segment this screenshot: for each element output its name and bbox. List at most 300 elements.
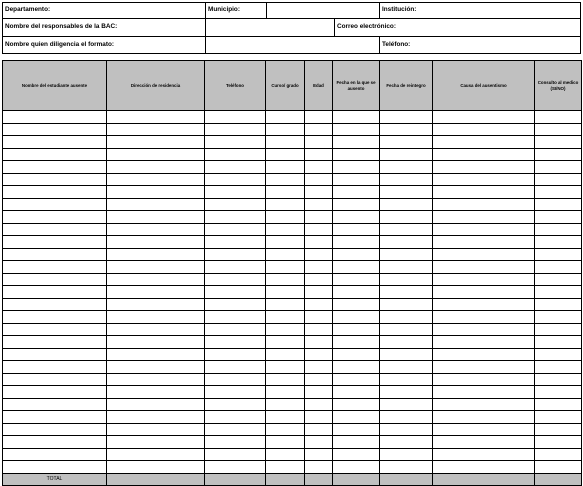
total-cell — [380, 473, 433, 486]
table-cell[interactable] — [333, 211, 380, 224]
table-cell[interactable] — [3, 336, 107, 349]
table-cell[interactable] — [433, 111, 535, 124]
table-cell[interactable] — [433, 323, 535, 336]
table-cell[interactable] — [3, 298, 107, 311]
table-cell[interactable] — [333, 198, 380, 211]
table-cell[interactable] — [333, 223, 380, 236]
table-cell[interactable] — [535, 423, 582, 436]
responsable-label-cell — [3, 18, 205, 36]
table-cell[interactable] — [433, 348, 535, 361]
table-cell[interactable] — [380, 448, 433, 461]
table-cell[interactable] — [333, 461, 380, 474]
table-row — [3, 198, 582, 211]
table-cell[interactable] — [535, 373, 582, 386]
table-cell[interactable] — [380, 386, 433, 399]
column-header-causa: Causa del ausentismo — [433, 61, 535, 111]
column-header-fecha-reintegro: Fecha de reintegro — [380, 61, 433, 111]
diligencia-field[interactable] — [205, 36, 379, 53]
table-cell[interactable] — [266, 311, 305, 324]
table-cell[interactable] — [305, 386, 333, 399]
table-cell[interactable] — [305, 373, 333, 386]
table-cell[interactable] — [266, 173, 305, 186]
table-cell[interactable] — [107, 111, 205, 124]
table-cell[interactable] — [333, 286, 380, 299]
table-cell[interactable] — [433, 298, 535, 311]
table-cell[interactable] — [380, 136, 433, 149]
table-cell[interactable] — [205, 186, 266, 199]
table-cell[interactable] — [266, 323, 305, 336]
table-cell[interactable] — [305, 336, 333, 349]
table-cell[interactable] — [333, 323, 380, 336]
table-cell[interactable] — [333, 161, 380, 174]
table-cell[interactable] — [305, 461, 333, 474]
table-cell[interactable] — [305, 223, 333, 236]
table-row — [3, 361, 582, 374]
table-cell[interactable] — [380, 286, 433, 299]
table-cell[interactable] — [535, 348, 582, 361]
table-cell[interactable] — [266, 261, 305, 274]
total-cell — [266, 473, 305, 486]
table-cell[interactable] — [107, 348, 205, 361]
table-cell[interactable] — [205, 236, 266, 249]
table-row — [3, 436, 582, 449]
table-cell[interactable] — [305, 173, 333, 186]
table-cell[interactable] — [205, 261, 266, 274]
table-cell[interactable] — [433, 173, 535, 186]
table-cell[interactable] — [205, 361, 266, 374]
table-cell[interactable] — [433, 336, 535, 349]
table-cell[interactable] — [266, 236, 305, 249]
table-cell[interactable] — [380, 211, 433, 224]
table-cell[interactable] — [107, 361, 205, 374]
table-cell[interactable] — [305, 236, 333, 249]
table-cell[interactable] — [333, 398, 380, 411]
table-cell[interactable] — [3, 136, 107, 149]
table-cell[interactable] — [3, 398, 107, 411]
table-cell[interactable] — [3, 348, 107, 361]
table-cell[interactable] — [433, 148, 535, 161]
table-cell[interactable] — [380, 261, 433, 274]
table-cell[interactable] — [380, 173, 433, 186]
table-cell[interactable] — [535, 161, 582, 174]
table-cell[interactable] — [535, 298, 582, 311]
table-cell[interactable] — [305, 286, 333, 299]
table-cell[interactable] — [266, 148, 305, 161]
table-cell[interactable] — [205, 336, 266, 349]
table-cell[interactable] — [433, 136, 535, 149]
table-cell[interactable] — [3, 186, 107, 199]
table-cell[interactable] — [107, 273, 205, 286]
table-cell[interactable] — [433, 411, 535, 424]
table-cell[interactable] — [380, 461, 433, 474]
table-cell[interactable] — [333, 311, 380, 324]
table-cell[interactable] — [535, 286, 582, 299]
table-cell[interactable] — [305, 111, 333, 124]
table-cell[interactable] — [205, 148, 266, 161]
column-header-curso: Curso/ grado — [266, 61, 305, 111]
table-cell[interactable] — [107, 248, 205, 261]
table-cell[interactable] — [380, 186, 433, 199]
table-cell[interactable] — [535, 261, 582, 274]
table-cell[interactable] — [205, 223, 266, 236]
institucion-field[interactable] — [379, 3, 580, 18]
table-cell[interactable] — [205, 111, 266, 124]
table-cell[interactable] — [266, 186, 305, 199]
table-cell[interactable] — [205, 298, 266, 311]
correo-field[interactable] — [334, 18, 580, 36]
table-cell[interactable] — [3, 448, 107, 461]
table-cell[interactable] — [535, 323, 582, 336]
table-cell[interactable] — [205, 248, 266, 261]
table-cell[interactable] — [3, 111, 107, 124]
table-cell[interactable] — [205, 398, 266, 411]
table-cell[interactable] — [266, 398, 305, 411]
table-cell[interactable] — [380, 423, 433, 436]
form-header — [2, 2, 581, 54]
table-cell[interactable] — [305, 161, 333, 174]
table-cell[interactable] — [266, 123, 305, 136]
table-cell[interactable] — [433, 286, 535, 299]
table-cell[interactable] — [535, 248, 582, 261]
table-body — [3, 111, 582, 474]
table-cell[interactable] — [535, 411, 582, 424]
table-cell[interactable] — [333, 436, 380, 449]
table-cell[interactable] — [205, 273, 266, 286]
table-cell[interactable] — [433, 423, 535, 436]
table-cell[interactable] — [107, 323, 205, 336]
table-cell[interactable] — [380, 236, 433, 249]
table-cell[interactable] — [107, 398, 205, 411]
table-cell[interactable] — [3, 436, 107, 449]
total-cell — [535, 473, 582, 486]
table-row — [3, 186, 582, 199]
table-cell[interactable] — [107, 411, 205, 424]
table-cell[interactable] — [107, 373, 205, 386]
institucion-label: Institución: — [382, 6, 417, 14]
table-cell[interactable] — [333, 448, 380, 461]
table-cell[interactable] — [380, 311, 433, 324]
table-cell[interactable] — [380, 148, 433, 161]
table-cell[interactable] — [3, 261, 107, 274]
table-cell[interactable] — [205, 311, 266, 324]
table-cell[interactable] — [3, 386, 107, 399]
table-cell[interactable] — [333, 361, 380, 374]
table-cell[interactable] — [433, 248, 535, 261]
table-cell[interactable] — [380, 373, 433, 386]
table-cell[interactable] — [266, 248, 305, 261]
table-cell[interactable] — [380, 223, 433, 236]
table-cell[interactable] — [266, 273, 305, 286]
table-cell[interactable] — [205, 348, 266, 361]
table-cell[interactable] — [205, 136, 266, 149]
table-cell[interactable] — [107, 123, 205, 136]
table-cell[interactable] — [107, 461, 205, 474]
table-cell[interactable] — [380, 111, 433, 124]
table-row — [3, 261, 582, 274]
table-cell[interactable] — [266, 411, 305, 424]
table-cell[interactable] — [535, 198, 582, 211]
table-cell[interactable] — [305, 273, 333, 286]
table-cell[interactable] — [380, 161, 433, 174]
table-cell[interactable] — [333, 136, 380, 149]
total-label: TOTAL — [3, 473, 107, 486]
table-cell[interactable] — [205, 436, 266, 449]
table-cell[interactable] — [107, 286, 205, 299]
table-cell[interactable] — [266, 436, 305, 449]
table-cell[interactable] — [3, 323, 107, 336]
table-cell[interactable] — [380, 248, 433, 261]
table-cell[interactable] — [205, 161, 266, 174]
table-cell[interactable] — [266, 386, 305, 399]
table-cell[interactable] — [380, 323, 433, 336]
table-cell[interactable] — [266, 136, 305, 149]
table-cell[interactable] — [380, 273, 433, 286]
table-cell[interactable] — [380, 198, 433, 211]
table-cell[interactable] — [107, 161, 205, 174]
table-cell[interactable] — [433, 398, 535, 411]
table-cell[interactable] — [535, 148, 582, 161]
table-cell[interactable] — [433, 123, 535, 136]
table-cell[interactable] — [535, 398, 582, 411]
table-cell[interactable] — [305, 423, 333, 436]
table-cell[interactable] — [205, 211, 266, 224]
table-cell[interactable] — [305, 436, 333, 449]
table-cell[interactable] — [3, 148, 107, 161]
table-cell[interactable] — [266, 298, 305, 311]
telefono-field[interactable] — [379, 36, 580, 53]
table-cell[interactable] — [305, 136, 333, 149]
table-cell[interactable] — [305, 148, 333, 161]
table-cell[interactable] — [305, 248, 333, 261]
table-cell[interactable] — [433, 361, 535, 374]
table-cell[interactable] — [535, 448, 582, 461]
table-cell[interactable] — [266, 211, 305, 224]
table-cell[interactable] — [3, 198, 107, 211]
table-cell[interactable] — [266, 373, 305, 386]
table-cell[interactable] — [535, 386, 582, 399]
table-cell[interactable] — [305, 361, 333, 374]
table-cell[interactable] — [107, 236, 205, 249]
departamento-field[interactable] — [3, 3, 205, 18]
table-cell[interactable] — [107, 423, 205, 436]
table-cell[interactable] — [305, 186, 333, 199]
table-cell[interactable] — [305, 323, 333, 336]
table-cell[interactable] — [205, 323, 266, 336]
table-cell[interactable] — [433, 261, 535, 274]
table-cell[interactable] — [380, 336, 433, 349]
table-row — [3, 148, 582, 161]
table-cell[interactable] — [3, 423, 107, 436]
table-cell[interactable] — [380, 361, 433, 374]
table-row — [3, 223, 582, 236]
table-cell[interactable] — [433, 311, 535, 324]
table-cell[interactable] — [333, 148, 380, 161]
table-cell[interactable] — [107, 448, 205, 461]
table-cell[interactable] — [266, 198, 305, 211]
table-cell[interactable] — [433, 386, 535, 399]
table-cell[interactable] — [205, 198, 266, 211]
responsable-label: Nombre del responsables de la BAC: — [5, 23, 118, 31]
table-cell[interactable] — [107, 261, 205, 274]
table-cell[interactable] — [535, 461, 582, 474]
total-cell — [107, 473, 205, 486]
table-cell[interactable] — [305, 261, 333, 274]
table-cell[interactable] — [107, 311, 205, 324]
table-cell[interactable] — [380, 411, 433, 424]
table-cell[interactable] — [266, 336, 305, 349]
table-cell[interactable] — [535, 236, 582, 249]
table-cell[interactable] — [3, 373, 107, 386]
table-cell[interactable] — [380, 398, 433, 411]
table-cell[interactable] — [3, 273, 107, 286]
table-cell[interactable] — [305, 311, 333, 324]
table-cell[interactable] — [305, 448, 333, 461]
table-row — [3, 373, 582, 386]
table-cell[interactable] — [535, 361, 582, 374]
table-cell[interactable] — [333, 261, 380, 274]
table-cell[interactable] — [433, 448, 535, 461]
correo-label: Correo electrónico: — [337, 23, 396, 31]
table-cell[interactable] — [433, 223, 535, 236]
table-cell[interactable] — [205, 373, 266, 386]
table-cell[interactable] — [3, 411, 107, 424]
table-cell[interactable] — [107, 186, 205, 199]
table-cell[interactable] — [266, 286, 305, 299]
table-cell[interactable] — [433, 198, 535, 211]
table-cell[interactable] — [433, 236, 535, 249]
table-cell[interactable] — [535, 273, 582, 286]
table-cell[interactable] — [433, 273, 535, 286]
table-cell[interactable] — [107, 336, 205, 349]
table-cell[interactable] — [107, 436, 205, 449]
table-cell[interactable] — [3, 161, 107, 174]
table-cell[interactable] — [333, 273, 380, 286]
table-cell[interactable] — [380, 348, 433, 361]
table-cell[interactable] — [333, 248, 380, 261]
table-cell[interactable] — [433, 161, 535, 174]
responsable-field[interactable] — [205, 18, 334, 36]
table-cell[interactable] — [333, 298, 380, 311]
table-cell[interactable] — [433, 211, 535, 224]
table-cell[interactable] — [333, 173, 380, 186]
table-cell[interactable] — [3, 248, 107, 261]
table-cell[interactable] — [535, 211, 582, 224]
table-cell[interactable] — [333, 186, 380, 199]
table-cell[interactable] — [535, 436, 582, 449]
table-cell[interactable] — [107, 298, 205, 311]
table-row — [3, 448, 582, 461]
table-cell[interactable] — [205, 386, 266, 399]
table-cell[interactable] — [333, 386, 380, 399]
table-cell[interactable] — [380, 436, 433, 449]
table-cell[interactable] — [205, 123, 266, 136]
table-cell[interactable] — [205, 448, 266, 461]
table-cell[interactable] — [205, 411, 266, 424]
table-cell[interactable] — [333, 411, 380, 424]
table-cell[interactable] — [305, 398, 333, 411]
table-cell[interactable] — [380, 123, 433, 136]
table-cell[interactable] — [433, 436, 535, 449]
table-cell[interactable] — [535, 123, 582, 136]
table-cell[interactable] — [433, 373, 535, 386]
municipio-label: Municipio: — [208, 6, 240, 14]
municipio-field[interactable] — [266, 3, 379, 18]
table-cell[interactable] — [107, 211, 205, 224]
table-cell[interactable] — [305, 123, 333, 136]
table-row — [3, 348, 582, 361]
table-cell[interactable] — [535, 173, 582, 186]
table-cell[interactable] — [433, 186, 535, 199]
table-cell[interactable] — [266, 423, 305, 436]
table-cell[interactable] — [107, 223, 205, 236]
table-cell[interactable] — [266, 461, 305, 474]
table-cell[interactable] — [380, 298, 433, 311]
table-cell[interactable] — [3, 461, 107, 474]
table-cell[interactable] — [3, 123, 107, 136]
table-cell[interactable] — [205, 173, 266, 186]
table-cell[interactable] — [205, 286, 266, 299]
table-cell[interactable] — [305, 348, 333, 361]
table-row — [3, 423, 582, 436]
table-cell[interactable] — [107, 386, 205, 399]
table-cell[interactable] — [333, 373, 380, 386]
table-cell[interactable] — [433, 461, 535, 474]
table-cell[interactable] — [333, 236, 380, 249]
table-cell[interactable] — [333, 423, 380, 436]
table-cell[interactable] — [3, 236, 107, 249]
table-row — [3, 211, 582, 224]
table-cell[interactable] — [305, 411, 333, 424]
table-cell[interactable] — [3, 286, 107, 299]
table-cell[interactable] — [266, 361, 305, 374]
table-cell[interactable] — [107, 136, 205, 149]
table-cell[interactable] — [266, 111, 305, 124]
table-cell[interactable] — [535, 223, 582, 236]
column-header-nombre: Nombre del estudiante ausente — [3, 61, 107, 111]
table-row — [3, 386, 582, 399]
table-cell[interactable] — [266, 448, 305, 461]
table-cell[interactable] — [305, 198, 333, 211]
table-cell[interactable] — [107, 173, 205, 186]
table-cell[interactable] — [333, 123, 380, 136]
table-row — [3, 411, 582, 424]
table-cell[interactable] — [205, 423, 266, 436]
table-cell[interactable] — [333, 348, 380, 361]
table-cell[interactable] — [107, 198, 205, 211]
table-cell[interactable] — [3, 173, 107, 186]
table-row — [3, 123, 582, 136]
table-cell[interactable] — [333, 111, 380, 124]
table-cell[interactable] — [535, 186, 582, 199]
table-cell[interactable] — [535, 111, 582, 124]
table-cell[interactable] — [107, 148, 205, 161]
table-cell[interactable] — [3, 223, 107, 236]
table-cell[interactable] — [3, 211, 107, 224]
table-cell[interactable] — [305, 211, 333, 224]
table-cell[interactable] — [305, 298, 333, 311]
table-cell[interactable] — [535, 136, 582, 149]
table-cell[interactable] — [266, 223, 305, 236]
table-cell[interactable] — [266, 348, 305, 361]
table-cell[interactable] — [3, 361, 107, 374]
table-cell[interactable] — [266, 161, 305, 174]
municipio-label-cell — [205, 3, 266, 18]
table-cell[interactable] — [535, 336, 582, 349]
table-cell[interactable] — [535, 311, 582, 324]
table-cell[interactable] — [205, 461, 266, 474]
table-cell[interactable] — [333, 336, 380, 349]
table-cell[interactable] — [3, 311, 107, 324]
